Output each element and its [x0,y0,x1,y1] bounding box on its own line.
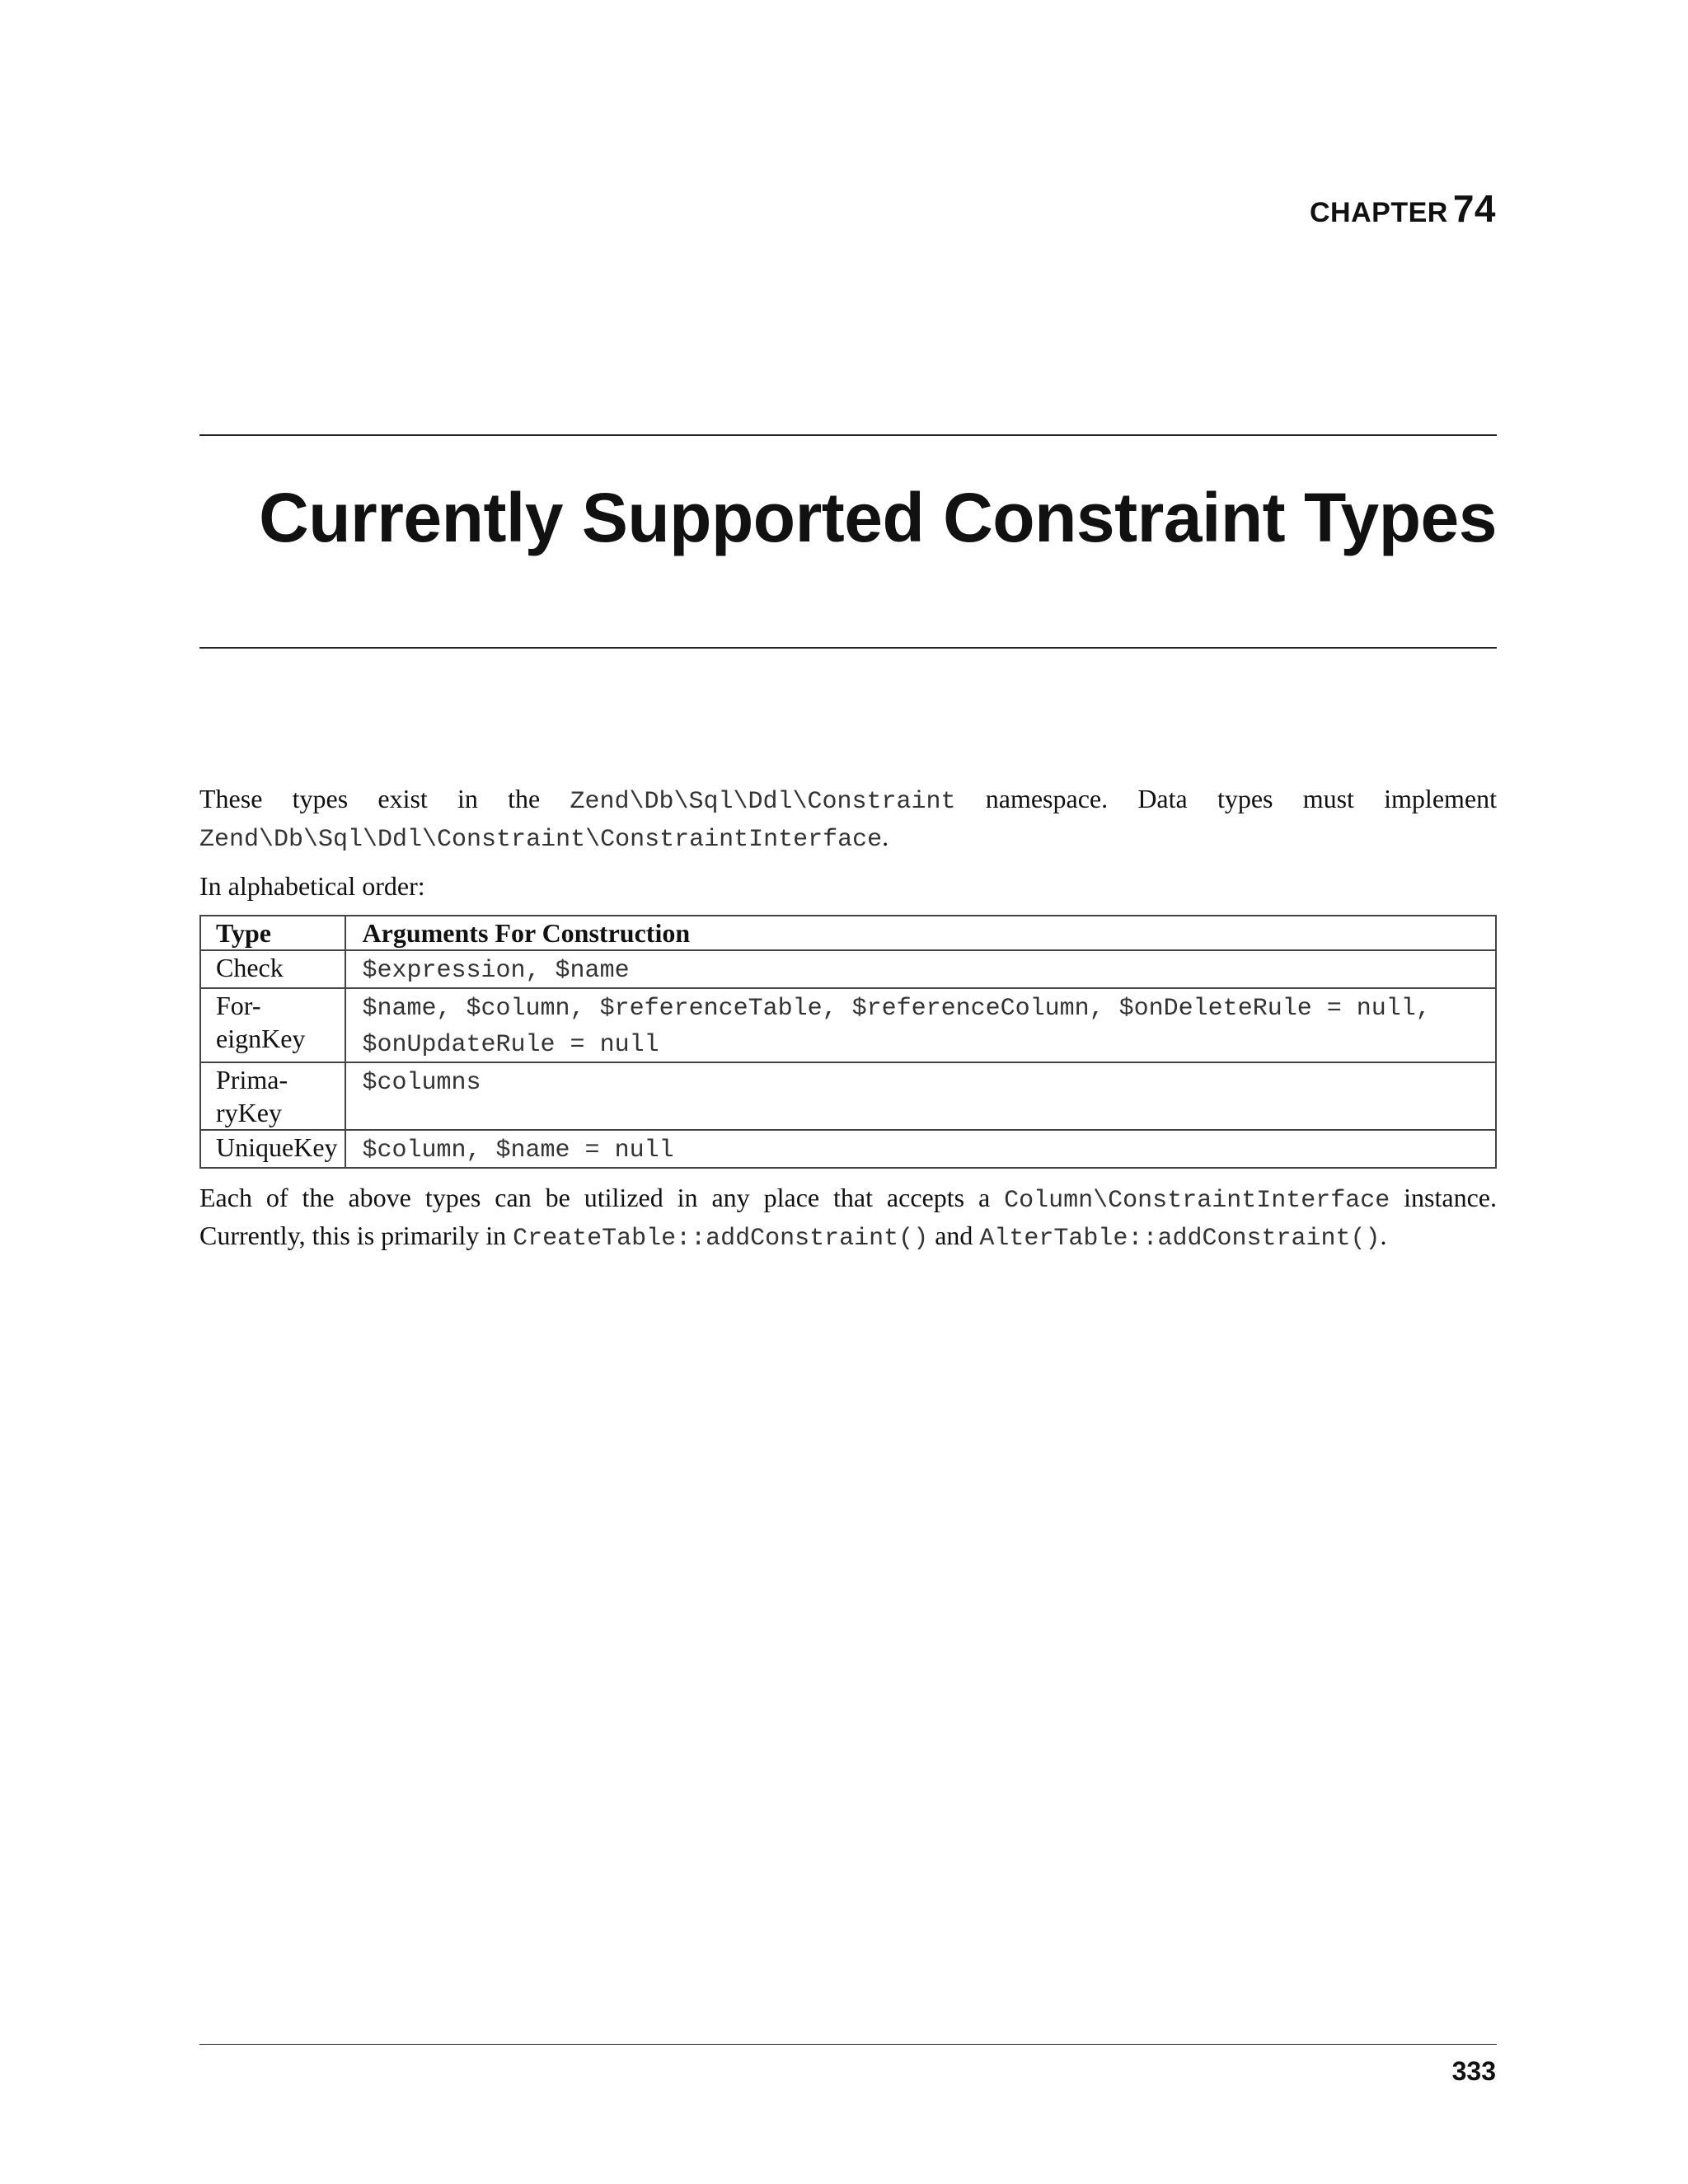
type-part-1: Prima- [216,1065,288,1094]
table-header-row [200,916,1496,950]
intro-text-2: namespace. Data types must implement [955,784,1498,813]
column-interface-code: Column\ConstraintInterface [1004,1187,1390,1215]
chapter-word: CHAPTER [1309,197,1448,228]
closing-text-4: . [1380,1221,1387,1250]
type-cell [200,1062,345,1130]
chapter-title: Currently Supported Constraint Types [259,479,1497,556]
arguments-code: $column, $name = null [362,1137,674,1165]
arguments-cell [345,988,1496,1062]
closing-text-1: Each of the above types can be utilized in any place that accepts a [199,1183,1005,1212]
create-table-code: CreateTable::addConstraint() [513,1225,929,1253]
chapter-label [1309,187,1496,230]
table-row [200,1062,1496,1130]
page-number: 333 [1451,2056,1496,2086]
arguments-cell [345,1062,1496,1130]
intro-text-3: . [882,822,889,851]
table-row [200,1130,1496,1168]
namespace-code: Zend\Db\Sql\Ddl\Constraint [570,788,956,816]
constraint-types-table [199,915,1497,1169]
arguments-code: $columns [362,1069,481,1097]
header-type: Type [200,916,345,950]
arguments-cell [345,1130,1496,1168]
intro-paragraph [199,781,1497,857]
title-rule-bottom [199,647,1497,649]
table-row [200,988,1496,1062]
order-note: In alphabetical order: [199,871,425,901]
title-rule-top [199,434,1497,436]
footer-rule [199,2044,1497,2045]
arguments-cell [345,950,1496,988]
header-arguments: Arguments For Construction [345,916,1496,950]
closing-paragraph [199,1180,1497,1256]
type-cell: UniqueKey [200,1130,345,1168]
type-part-2: ryKey [216,1098,282,1127]
interface-code: Zend\Db\Sql\Ddl\Constraint\ConstraintInterface [199,826,883,854]
type-cell [200,988,345,1062]
table-row [200,950,1496,988]
type-cell: Check [200,950,345,988]
chapter-body [199,781,1497,1256]
type-part-2: eignKey [216,1024,306,1053]
chapter-number: 74 [1452,187,1496,230]
arguments-code: $name, $column, $referenceTable, $referenceColumn, $onDeleteRule = null, $onUpdateRule = null [362,995,1431,1059]
closing-text-3: and [928,1221,980,1250]
alter-table-code: AlterTable::addConstraint() [979,1225,1381,1253]
intro-text-1: These types exist in the [199,784,570,813]
arguments-code: $expression, $name [362,957,630,985]
type-part-1: For- [216,991,261,1020]
closing-text-2: instance. Currently, this is primarily in [199,1183,1498,1250]
